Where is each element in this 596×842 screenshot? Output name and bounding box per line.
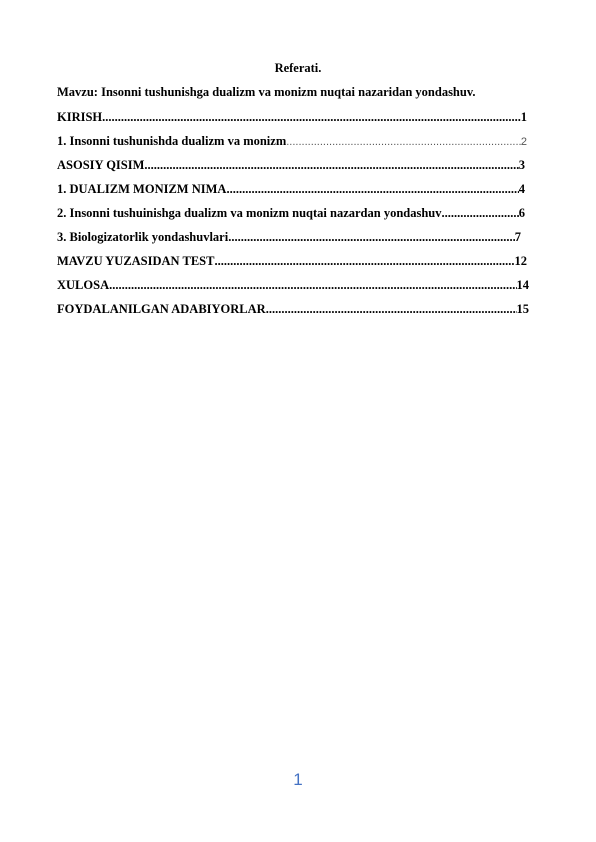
toc-entry-page: 12	[514, 254, 527, 268]
toc-entry[interactable]	[57, 301, 529, 317]
document-subject: Mavzu: Insonni tushunishga dualizm va monizm nuqtai nazaridan yondashuv.	[57, 85, 476, 99]
toc-entry[interactable]	[57, 253, 527, 269]
toc-entry-page: 7	[514, 230, 521, 244]
toc-entry-page: 14	[516, 278, 529, 292]
document-title: Referati.	[274, 61, 322, 75]
toc-entry-label: XULOSA	[57, 278, 110, 292]
toc-leader-dots	[228, 229, 515, 245]
toc-entry-label: KIRISH	[57, 110, 103, 124]
toc-entry[interactable]	[57, 157, 525, 173]
toc-entry-label: 2. Insonni tushuinishga dualizm va monizm nuqtai nazardan yondashuv	[57, 206, 442, 220]
page-number: 1	[293, 770, 303, 789]
toc-leader-dots	[286, 134, 521, 149]
toc-entry-page: 6	[518, 206, 525, 220]
toc-leader-dots	[214, 253, 514, 269]
toc-entry-label: MAVZU YUZASIDAN TEST	[57, 254, 215, 268]
toc-leader-dots	[442, 205, 519, 221]
toc-entry[interactable]	[57, 133, 527, 149]
toc-entry-label: 1. Insonni tushunishda dualizm va monizm	[57, 134, 287, 148]
table-of-contents	[57, 109, 529, 325]
toc-entry-page: 4	[518, 182, 525, 196]
toc-leader-dots	[144, 157, 518, 173]
toc-entry-label: FOYDALANILGAN ADABIYORLAR	[57, 302, 266, 316]
toc-leader-dots	[109, 277, 516, 293]
toc-entry[interactable]	[57, 229, 521, 245]
toc-entry[interactable]	[57, 109, 527, 125]
toc-leader-dots	[226, 181, 518, 197]
toc-entry-label: ASOSIY QISIM	[57, 158, 145, 172]
toc-leader-dots	[266, 301, 517, 317]
toc-leader-dots	[102, 109, 521, 125]
toc-entry[interactable]	[57, 277, 529, 293]
toc-entry-page: 2	[520, 136, 527, 148]
toc-entry-label: 1. DUALIZM MONIZM NIMA	[57, 182, 227, 196]
toc-entry-label: 3. Biologizatorlik yondashuvlari	[57, 230, 229, 244]
toc-entry-page: 3	[518, 158, 525, 172]
toc-entry[interactable]	[57, 181, 525, 197]
toc-entry[interactable]	[57, 205, 525, 221]
toc-entry-page: 1	[520, 110, 527, 124]
toc-entry-page: 15	[516, 302, 529, 316]
